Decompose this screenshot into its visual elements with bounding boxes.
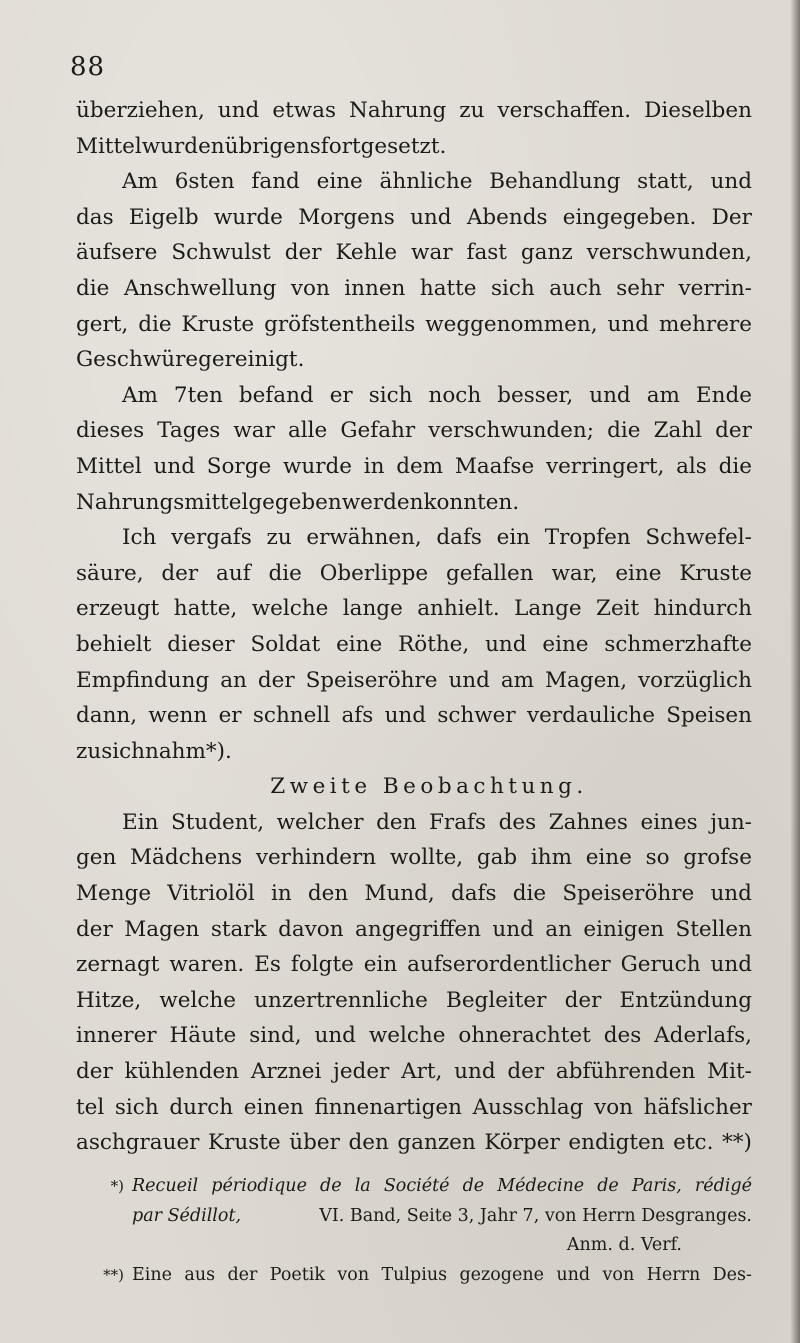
text-line — [76, 627, 752, 663]
word: verrin- — [678, 275, 752, 301]
word: er — [329, 382, 353, 408]
word: gab — [476, 845, 518, 871]
word: ein — [363, 952, 398, 978]
word: *). — [205, 738, 232, 764]
word: 7ten — [173, 382, 223, 408]
word: eine — [316, 169, 363, 195]
word: besser, — [497, 382, 574, 408]
word: und — [485, 631, 527, 657]
word: abführenden — [555, 1059, 696, 1085]
word: vorzüglich — [638, 667, 752, 693]
word: und — [448, 667, 490, 693]
word: und — [492, 916, 534, 942]
word: Anschwellung — [123, 275, 277, 301]
word: Ein — [122, 809, 159, 835]
word: wenn — [148, 703, 208, 729]
word: waren. — [169, 952, 245, 978]
word: gefallen — [446, 560, 534, 586]
word: welche — [159, 987, 236, 1013]
word: auf — [216, 560, 251, 586]
word: Am — [122, 169, 158, 195]
word: innerer — [76, 1023, 157, 1049]
text-line — [76, 805, 752, 841]
word: welche — [251, 596, 329, 622]
word: verdauliche — [527, 703, 655, 729]
word: jeder — [333, 1059, 390, 1085]
word: Sorge — [206, 453, 272, 479]
word: an — [220, 667, 247, 693]
word: aschgrauer — [76, 1130, 200, 1156]
word: ein — [496, 525, 531, 551]
word: der — [76, 916, 113, 942]
word: angegriffen — [355, 916, 481, 942]
word: wurde — [213, 204, 283, 230]
text-line — [76, 591, 752, 627]
word: der — [564, 987, 602, 1013]
word: Körper — [484, 1130, 560, 1156]
word: Oberlippe — [319, 560, 429, 586]
word: der — [76, 1059, 113, 1085]
word: einigen — [583, 916, 665, 942]
text-line — [76, 271, 752, 307]
word: afs — [341, 703, 374, 729]
word: hindurch — [653, 596, 752, 622]
word: über — [289, 1130, 340, 1156]
word: Herrn — [646, 1264, 701, 1285]
word: Am — [122, 382, 158, 408]
word: Empfindung — [76, 667, 210, 693]
word: mehrere — [658, 311, 752, 337]
word: Morgens — [298, 204, 395, 230]
word: **) — [722, 1130, 752, 1156]
word: Eigelb — [128, 204, 199, 230]
word: durch — [169, 1094, 234, 1120]
word: sich — [101, 738, 145, 764]
text-line — [76, 164, 752, 200]
word: anhielt. — [417, 596, 500, 622]
word: und — [710, 881, 752, 907]
word: überziehen, — [76, 98, 205, 123]
word: gereinigt. — [198, 347, 305, 373]
text-line — [76, 1054, 752, 1090]
word: welche — [368, 1023, 446, 1049]
word: dem — [396, 453, 444, 479]
word: aufserordentlicher — [407, 952, 611, 978]
word: sich — [490, 275, 535, 301]
word: Kruste — [181, 311, 255, 337]
text-line — [76, 556, 752, 592]
word: säure, — [76, 560, 144, 586]
word: häfslicher — [643, 1094, 752, 1120]
word: dann, — [76, 703, 138, 729]
word: als — [676, 453, 707, 479]
word: Hitze, — [76, 987, 142, 1013]
word: stark — [210, 916, 267, 942]
word: Behandlung — [489, 169, 621, 195]
text-line — [76, 734, 752, 770]
word: noch — [428, 382, 482, 408]
text-line — [76, 876, 752, 912]
word: werden — [341, 489, 424, 515]
word: Ich — [122, 525, 157, 551]
word: la — [354, 1176, 371, 1196]
footnotes — [76, 1172, 752, 1290]
word: in — [270, 881, 292, 907]
text-line — [76, 485, 752, 521]
word: ihm — [530, 845, 573, 871]
word: Vitriolöl — [167, 881, 255, 907]
word: dieser — [167, 631, 235, 657]
text-line — [76, 698, 752, 734]
word: und — [710, 952, 752, 978]
word: des — [498, 809, 537, 835]
word: wurde — [282, 453, 352, 479]
word: einen — [243, 1094, 304, 1120]
word: schnell — [252, 703, 331, 729]
text-line — [76, 663, 752, 699]
word: befand — [238, 382, 314, 408]
word: Stellen — [675, 916, 752, 942]
word: Geschwüre — [76, 347, 199, 373]
text-line — [76, 413, 752, 449]
text-line — [76, 840, 752, 876]
word: rédigé — [694, 1176, 752, 1196]
footnote-signature-line — [76, 1231, 752, 1261]
word: kühlenden — [124, 1059, 240, 1085]
footnote-text: VI. Band, Seite 3, Jahr 7, von Herrn Desgranges. — [319, 1205, 752, 1226]
text-line — [76, 235, 752, 271]
footnote-marker: *) — [110, 1177, 124, 1195]
word: davon — [278, 916, 344, 942]
word: äufsere — [76, 240, 158, 266]
word: etwas — [272, 98, 336, 123]
word: ähnliche — [379, 169, 473, 195]
word: Kruste — [679, 560, 752, 586]
word: wollte, — [389, 845, 464, 871]
word: den — [348, 1130, 389, 1156]
word: behielt — [76, 631, 152, 657]
word: erwähnen, — [306, 525, 422, 551]
text-line — [76, 1018, 752, 1054]
word: de — [320, 1176, 342, 1196]
footnote-text-line — [132, 1172, 752, 1202]
word: und — [217, 98, 260, 123]
word: von — [594, 1094, 634, 1120]
word: Nahrung — [349, 98, 447, 123]
word: zu — [266, 525, 292, 551]
word: Magen, — [545, 667, 628, 693]
word: von — [337, 1264, 370, 1285]
word: Zahl — [653, 418, 703, 444]
word: von — [290, 275, 330, 301]
word: das — [76, 204, 114, 230]
word: des — [603, 1023, 642, 1049]
word: am — [500, 667, 535, 693]
word: Tages — [157, 418, 221, 444]
word: schwer — [437, 703, 516, 729]
word: und — [589, 382, 631, 408]
word: erzeugt — [76, 596, 160, 622]
word: an — [545, 916, 572, 942]
word: sich — [368, 382, 413, 408]
word: ganz — [520, 240, 573, 266]
word: auch — [549, 275, 602, 301]
word: Röthe, — [398, 631, 470, 657]
text-line — [76, 307, 752, 343]
word: Recueil — [132, 1176, 199, 1196]
word: Es — [254, 952, 281, 978]
word: war — [233, 418, 275, 444]
word: so — [645, 845, 670, 871]
word: Kehle — [335, 240, 398, 266]
word: tel — [76, 1094, 105, 1120]
word: den — [376, 809, 417, 835]
word: konnten. — [423, 489, 520, 515]
word: Ausschlag — [472, 1094, 584, 1120]
word: und — [384, 703, 427, 729]
word: die — [138, 311, 172, 337]
word: der — [161, 560, 199, 586]
word: gen — [76, 845, 117, 871]
word: Nahrungsmittel — [76, 489, 249, 515]
word: Menge — [76, 881, 152, 907]
word: gert, — [76, 311, 129, 337]
word: verringert, — [545, 453, 665, 479]
word: etc. — [673, 1130, 714, 1156]
word: verschwunden; — [428, 418, 594, 444]
word: und — [410, 204, 452, 230]
word: und — [153, 453, 195, 479]
word: wurden — [141, 133, 225, 159]
word: verschwunden, — [586, 240, 752, 266]
word: und — [556, 1264, 591, 1285]
word: sind, — [249, 1023, 302, 1049]
word: ohnerachtet — [458, 1023, 591, 1049]
word: er — [218, 703, 242, 729]
word: 6sten — [174, 169, 235, 195]
word: hatte — [419, 275, 477, 301]
word: Mädchens — [130, 845, 243, 871]
word: von — [602, 1264, 635, 1285]
footnote-2 — [76, 1261, 752, 1291]
text-line — [76, 93, 752, 129]
word: und — [454, 1059, 496, 1085]
word: Abends — [466, 204, 548, 230]
word: welcher — [276, 809, 364, 835]
word: Mittel — [76, 453, 142, 479]
word: fast — [466, 240, 507, 266]
word: lange — [342, 596, 403, 622]
word: Poetik — [269, 1264, 325, 1285]
word: zernagt — [76, 952, 160, 978]
word: Aderlafs, — [654, 1023, 752, 1049]
word: übrigens — [224, 133, 321, 159]
footnote-signature: Anm. d. Verf. — [566, 1235, 682, 1255]
word: und — [710, 169, 752, 195]
word: Maafse — [454, 453, 535, 479]
word: Tropfen — [544, 525, 631, 551]
footnote-text-line — [132, 1261, 752, 1291]
word: Entzündung — [619, 987, 752, 1013]
word: grofse — [683, 845, 752, 871]
word: sich — [114, 1094, 159, 1120]
word: alle — [287, 418, 328, 444]
word: Mit- — [707, 1059, 752, 1085]
word: zu — [76, 738, 102, 764]
word: die — [607, 418, 641, 444]
word: fand — [251, 169, 300, 195]
text-line — [76, 912, 752, 948]
word: Ende — [695, 382, 752, 408]
word: hatte, — [173, 596, 238, 622]
footnote-marker: **) — [103, 1265, 124, 1284]
word: gezogene — [459, 1264, 544, 1285]
word: de — [462, 1176, 485, 1196]
page-spine-shadow — [790, 0, 800, 1343]
word: Des- — [712, 1264, 752, 1285]
word: Speiseröhre — [305, 667, 438, 693]
word: unzertrennliche — [254, 987, 428, 1013]
word: Tulpius — [381, 1264, 448, 1285]
word: Häute — [169, 1023, 237, 1049]
word: war, — [551, 560, 598, 586]
word: war — [411, 240, 453, 266]
word: der — [715, 418, 752, 444]
word: Zeit — [596, 596, 640, 622]
word: finnenartigen — [314, 1094, 462, 1120]
word: Frafs — [429, 809, 487, 835]
word: gegeben — [248, 489, 342, 515]
word: aus — [184, 1264, 216, 1285]
word: folgte — [290, 952, 354, 978]
word: Lange — [514, 596, 582, 622]
word: jun- — [710, 809, 752, 835]
word: Soldat — [250, 631, 321, 657]
word: Student, — [171, 809, 265, 835]
word: statt, — [637, 169, 694, 195]
word: und — [314, 1023, 356, 1049]
word: Société — [383, 1176, 450, 1196]
word: Schwulst — [171, 240, 271, 266]
word: Paris, — [631, 1176, 682, 1196]
word: ganzen — [397, 1130, 476, 1156]
word: Kruste — [208, 1130, 281, 1156]
word: der — [257, 667, 295, 693]
word: in — [363, 453, 385, 479]
word: endigten — [568, 1130, 665, 1156]
word: de — [597, 1176, 619, 1196]
word: eine — [585, 845, 632, 871]
word: Geruch — [620, 952, 701, 978]
word: schmerzhafte — [604, 631, 752, 657]
word: eine — [542, 631, 589, 657]
word: zu — [459, 98, 485, 123]
word: verhindern — [255, 845, 377, 871]
word: nahm — [145, 738, 206, 764]
word: innen — [344, 275, 406, 301]
word: Der — [711, 204, 752, 230]
text-line — [76, 342, 752, 378]
word: die — [718, 453, 752, 479]
word: den — [307, 881, 349, 907]
section-heading: Zweite Beobachtung. — [270, 774, 588, 800]
word: fortgesetzt. — [320, 133, 447, 159]
word: der — [227, 1264, 258, 1285]
word: eingegeben. — [562, 204, 697, 230]
word: Schwefel- — [645, 525, 752, 551]
text-line — [76, 1090, 752, 1126]
word: Eine — [132, 1264, 172, 1285]
word: eines — [640, 809, 698, 835]
word: verschaffen. — [497, 98, 632, 123]
word: weggenommen, — [425, 311, 598, 337]
footnote-1 — [76, 1172, 752, 1202]
word: Art, — [401, 1059, 443, 1085]
word: Magen — [124, 916, 200, 942]
word: die — [76, 275, 110, 301]
word: Begleiter — [446, 987, 547, 1013]
word: dieses — [76, 418, 145, 444]
word: die — [512, 881, 547, 907]
word: Zahnes — [548, 809, 628, 835]
word: dafs — [450, 881, 497, 907]
word: périodique — [211, 1176, 307, 1196]
word: eine — [615, 560, 662, 586]
text-line — [76, 947, 752, 983]
word: Arznei — [250, 1059, 322, 1085]
word: Médecine — [497, 1176, 585, 1196]
word: Speisen — [666, 703, 752, 729]
word: Gefahr — [340, 418, 416, 444]
word: vergafs — [171, 525, 252, 551]
word: gröfstentheils — [264, 311, 416, 337]
text-line — [76, 200, 752, 236]
footnote-1-continued — [76, 1202, 752, 1232]
footnote-editor: par Sédillot, — [132, 1205, 242, 1226]
text-line — [76, 1125, 752, 1161]
word: Speiseröhre — [562, 881, 695, 907]
word: dafs — [436, 525, 482, 551]
word: eine — [336, 631, 383, 657]
word: Dieselben — [644, 98, 752, 123]
text-line — [76, 449, 752, 485]
word: Mittel — [76, 133, 142, 159]
text-line — [76, 983, 752, 1019]
word: am — [646, 382, 680, 408]
text-line — [76, 129, 752, 165]
text-line — [76, 378, 752, 414]
word: und — [607, 311, 649, 337]
word: sehr — [616, 275, 665, 301]
word: die — [268, 560, 302, 586]
word: der — [507, 1059, 545, 1085]
text-line — [76, 520, 752, 556]
word: der — [284, 240, 322, 266]
body-text — [76, 93, 752, 1161]
word: Mund, — [364, 881, 435, 907]
page-number: 88 — [70, 52, 106, 82]
